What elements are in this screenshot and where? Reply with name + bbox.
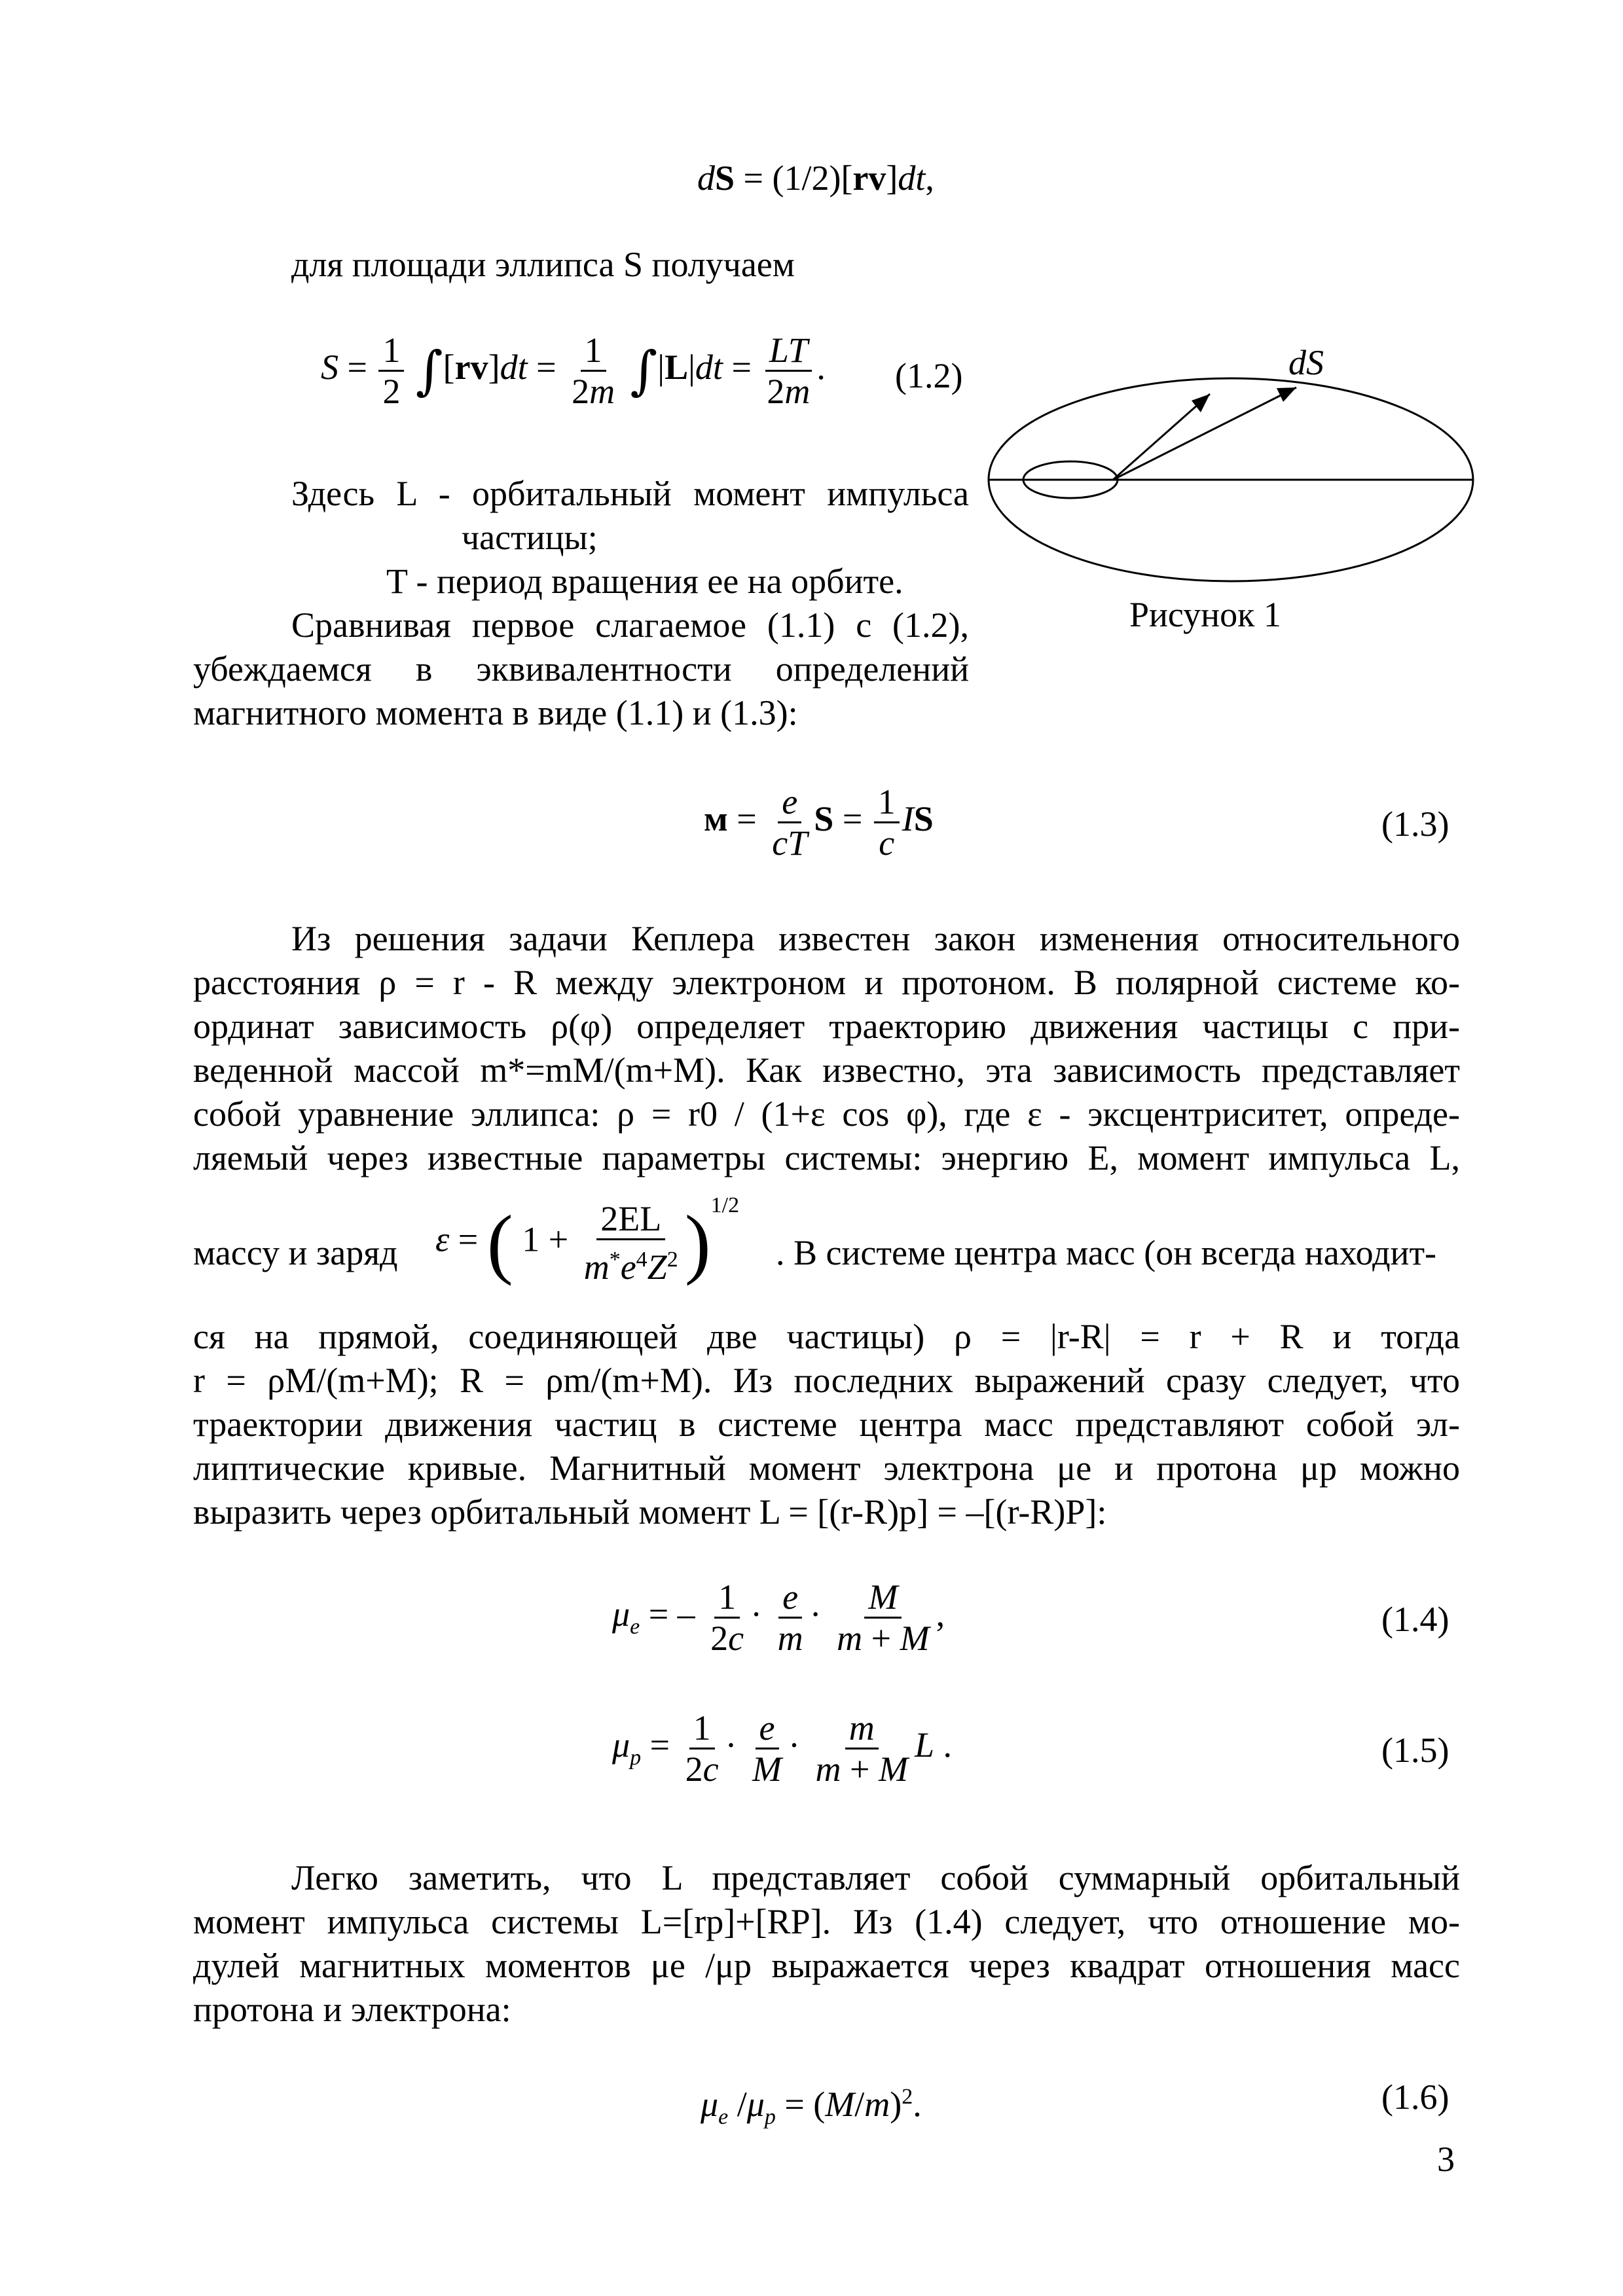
kepler-line-5: собой уравнение эллипса: ρ = r0 / (1+ε cos φ), где ε - эксцентриситет, опреде-: [193, 1094, 1460, 1134]
integral-sign: ∫: [415, 340, 443, 401]
here-line-6: магнитного момента в виде (1.1) и (1.3):: [193, 693, 798, 732]
kepler-line-1: Из решения задачи Кеплера известен закон изменения относительного: [291, 919, 1460, 958]
figure-label-ds: dS: [1288, 343, 1324, 382]
equation-1-3: м = $\frac{e}{cT}$ S = $\frac{1}{c}$ IS: [704, 782, 934, 863]
fraction-lt-2m: $\frac{LT}{2m}$: [763, 331, 814, 411]
fraction-e-ct: $\frac{e}{cT}$: [772, 782, 808, 863]
ellipse-figure: [982, 340, 1480, 602]
arrow-head-2: [1277, 387, 1296, 402]
fraction-1-2: $\frac{1}{2}$: [378, 331, 404, 411]
kepler-line-9: r = ρM/(m+M); R = ρm/(m+M). Из последних выражений сразу следует, что: [193, 1361, 1460, 1400]
equation-number-1-4: (1.4): [1381, 1600, 1450, 1639]
fraction-1-2m: $\frac{1}{2m}$: [572, 331, 615, 411]
kepler-line-8: ся на прямой, соединяющей две частицы) ρ = |r-R| = r + R и тогда: [193, 1317, 1460, 1356]
equation-1-4: $\mu_e$ = – $\frac{1}{2c}$ · $\frac{e}{m}$ · $\frac{M}{m + M}$ ,: [612, 1577, 945, 1658]
kepler-line-2: расстояния ρ = r - R между электроном и протоном. В полярной системе ко-: [193, 963, 1460, 1002]
fraction-m-sum-b: $\frac{m}{m + M}$: [815, 1708, 908, 1789]
easy-line-4: протона и электрона:: [193, 1990, 511, 2029]
easy-line-2: момент импульса системы L=[rp]+[RP]. Из (1.4) следует, что отношение мо-: [193, 1902, 1460, 1941]
epsilon-formula: ε = ( 1 + $\frac{2EL}{m^*e^4Z^2}$ )$^{1/2}$: [435, 1193, 740, 1287]
equation-number-1-2: (1.2): [895, 356, 963, 395]
kepler-line-7-start: массу и заряд: [193, 1233, 398, 1272]
kepler-line-11: липтические кривые. Магнитный момент электрона μe и протона μp можно: [193, 1448, 1460, 1488]
kepler-line-12: выразить через орбитальный момент L = [(r-R)p] = –[(r-R)P]:: [193, 1492, 1107, 1532]
here-line-5: убеждаемся в эквивалентности определений: [193, 649, 969, 689]
equation-number-1-5: (1.5): [1381, 1731, 1450, 1770]
here-line-1: Здесь L - орбитальный момент импульса: [291, 474, 969, 513]
equation-1-5: $\mu_p$ = $\frac{1}{2c}$ · $\frac{e}{M}$ · $\frac{m}{m + M}$ L .: [612, 1708, 952, 1789]
equation-1-6: $\mu_e$ $/\mu_p = (M/m)^2$.: [701, 2085, 922, 2129]
kepler-line-3: ординат зависимость ρ(φ) определяет траекторию движения частицы с при-: [193, 1007, 1460, 1046]
figure-caption: Рисунок 1: [1129, 595, 1281, 634]
fraction-e-bigm: $\frac{e}{M}$: [752, 1708, 782, 1789]
here-line-2: частицы;: [462, 518, 598, 557]
fraction-m-sum: $\frac{M}{m + M}$: [837, 1577, 930, 1658]
arrow-head-1: [1192, 394, 1210, 412]
exponent-half: 1/2: [710, 1193, 740, 1218]
fraction-1-2c: $\frac{1}{2c}$: [710, 1577, 744, 1658]
radius-vector-1: [1113, 394, 1210, 480]
integral-sign-2: ∫: [630, 340, 658, 401]
fraction-1-2c-b: $\frac{1}{2c}$: [685, 1708, 719, 1789]
fraction-e-m: $\frac{e}{m}$: [777, 1577, 803, 1658]
easy-line-1: Легко заметить, что L представляет собой суммарный орбитальный: [291, 1858, 1460, 1897]
line-area-text: для площади эллипса S получаем: [291, 245, 795, 284]
equation-ds: dS = (1/2)[rv]dt,: [697, 158, 934, 198]
equation-number-1-6: (1.6): [1381, 2077, 1450, 2117]
equation-number-1-3: (1.3): [1381, 804, 1450, 844]
fraction-2el: $\frac{2EL}{m^*e^4Z^2}$: [583, 1199, 678, 1287]
easy-line-3: дулей магнитных моментов μe /μp выражается через квадрат отношения масс: [193, 1946, 1460, 1985]
fraction-1-c: $\frac{1}{c}$: [874, 782, 900, 863]
kepler-line-10: траектории движения частиц в системе центра масс представляют собой эл-: [193, 1405, 1460, 1444]
kepler-line-4: веденной массой m*=mM/(m+M). Как известно, эта зависимость представляет: [193, 1050, 1460, 1090]
kepler-line-7-end: . В системе центра масс (он всегда находит-: [776, 1233, 1437, 1272]
here-line-3: T - период вращения ее на орбите.: [386, 562, 903, 601]
kepler-line-6: ляемый через известные параметры системы: энергию E, момент импульса L,: [193, 1138, 1460, 1177]
equation-1-2: S = $\frac{1}{2}$ ∫[rv]dt = $\frac{1}{2m}$ ∫|L|dt = $\frac{LT}{2m}$ .: [321, 331, 826, 411]
here-line-4: Сравнивая первое слагаемое (1.1) с (1.2),: [291, 605, 969, 645]
page-number: 3: [1437, 2140, 1455, 2179]
